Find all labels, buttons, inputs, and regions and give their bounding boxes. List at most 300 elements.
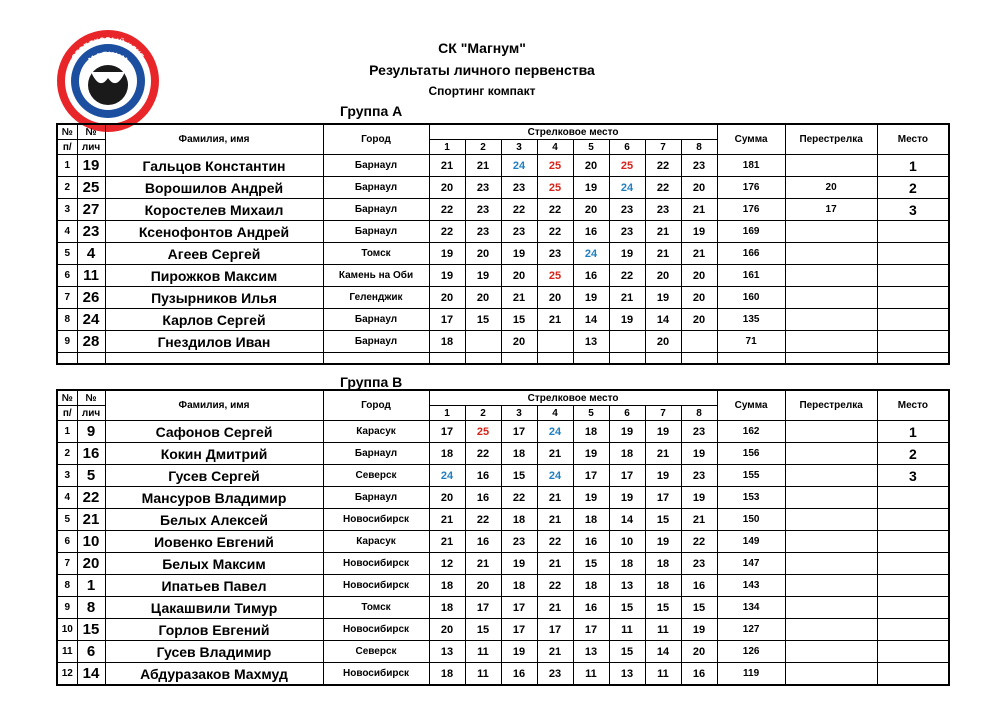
shootoff-score: [785, 421, 877, 443]
athlete-name: Сафонов Сергей: [105, 421, 323, 443]
score-sum: 162: [717, 421, 785, 443]
license-number: 10: [77, 531, 105, 553]
station-score: 13: [573, 331, 609, 353]
station-score: 20: [465, 287, 501, 309]
station-score: 22: [465, 509, 501, 531]
station-score: 23: [501, 531, 537, 553]
station-score: 21: [501, 287, 537, 309]
station-score: 16: [465, 465, 501, 487]
station-score: 15: [501, 465, 537, 487]
station-score: 23: [465, 177, 501, 199]
station-score: 18: [429, 597, 465, 619]
row-number: 9: [57, 597, 77, 619]
station-score: 20: [681, 287, 717, 309]
col-station-3: 3: [501, 406, 537, 421]
score-sum: 181: [717, 155, 785, 177]
station-score: 18: [645, 553, 681, 575]
shootoff-score: 20: [785, 177, 877, 199]
results-table-group-b: [56, 389, 950, 686]
station-score: 19: [609, 487, 645, 509]
station-score: 21: [537, 641, 573, 663]
station-score: 18: [429, 575, 465, 597]
athlete-city: Камень на Оби: [323, 265, 429, 287]
shootoff-score: 17: [785, 199, 877, 221]
shootoff-score: [785, 575, 877, 597]
station-score: 22: [465, 443, 501, 465]
shootoff-score: [785, 531, 877, 553]
shootoff-score: [785, 663, 877, 686]
final-place: [877, 243, 949, 265]
table-row: [57, 443, 949, 465]
document-subtitle: Результаты личного первенства: [369, 62, 595, 78]
score-sum: 71: [717, 331, 785, 353]
station-score: 11: [465, 663, 501, 686]
station-score: 17: [429, 421, 465, 443]
station-score: 21: [465, 553, 501, 575]
final-place: [877, 509, 949, 531]
station-score: 22: [645, 177, 681, 199]
station-score: 24: [573, 243, 609, 265]
station-score: 19: [573, 443, 609, 465]
table-row: [57, 509, 949, 531]
station-score: 22: [501, 199, 537, 221]
station-score: 20: [537, 287, 573, 309]
license-number: 9: [77, 421, 105, 443]
license-number: 11: [77, 265, 105, 287]
station-score: 19: [501, 641, 537, 663]
station-score: 15: [645, 509, 681, 531]
col-num2: №: [77, 390, 105, 406]
station-score: 21: [681, 509, 717, 531]
station-score: 23: [609, 221, 645, 243]
station-score: 16: [465, 487, 501, 509]
col-station-6: 6: [609, 140, 645, 155]
table-row: [57, 465, 949, 487]
station-score: 23: [537, 243, 573, 265]
station-score: 23: [465, 199, 501, 221]
station-score: 13: [573, 641, 609, 663]
license-number: 26: [77, 287, 105, 309]
row-number: 3: [57, 199, 77, 221]
shootoff-score: [785, 331, 877, 353]
station-score: 21: [537, 597, 573, 619]
col-station-2: 2: [465, 406, 501, 421]
final-place: [877, 265, 949, 287]
score-sum: 156: [717, 443, 785, 465]
shootoff-score: [785, 221, 877, 243]
final-place: [877, 487, 949, 509]
col-sum: Сумма: [717, 390, 785, 421]
station-score: 19: [465, 265, 501, 287]
group-b-label: Группа В: [340, 374, 403, 390]
results-table-group-a: [56, 123, 950, 365]
station-score: 19: [681, 619, 717, 641]
athlete-city: Барнаул: [323, 221, 429, 243]
station-score: 17: [501, 421, 537, 443]
table-row: [57, 619, 949, 641]
table-row: [57, 663, 949, 686]
shootoff-score: [785, 243, 877, 265]
station-score: [609, 331, 645, 353]
shootoff-score: [785, 265, 877, 287]
athlete-city: Новосибирск: [323, 509, 429, 531]
station-score: 18: [501, 443, 537, 465]
station-score: 14: [573, 309, 609, 331]
athlete-city: Геленджик: [323, 287, 429, 309]
license-number: 23: [77, 221, 105, 243]
final-place: 1: [877, 421, 949, 443]
station-score: 19: [429, 243, 465, 265]
score-sum: 169: [717, 221, 785, 243]
athlete-city: Барнаул: [323, 155, 429, 177]
final-place: [877, 641, 949, 663]
station-score: 16: [573, 221, 609, 243]
col-pp: п/: [57, 406, 77, 421]
athlete-name: Коростелев Михаил: [105, 199, 323, 221]
station-score: 22: [429, 221, 465, 243]
athlete-city: Барнаул: [323, 443, 429, 465]
station-score: 18: [501, 509, 537, 531]
station-score: 19: [681, 487, 717, 509]
station-score: 14: [645, 641, 681, 663]
score-sum: 155: [717, 465, 785, 487]
station-score: 21: [645, 443, 681, 465]
station-score: 11: [609, 619, 645, 641]
station-score: 19: [573, 487, 609, 509]
station-score: 19: [681, 221, 717, 243]
station-score: 23: [501, 221, 537, 243]
athlete-city: Северск: [323, 465, 429, 487]
station-score: 15: [609, 641, 645, 663]
station-score: 20: [573, 199, 609, 221]
athlete-city: Томск: [323, 243, 429, 265]
row-number: 1: [57, 421, 77, 443]
score-sum: 119: [717, 663, 785, 686]
station-score: 18: [645, 575, 681, 597]
athlete-name: Пузырников Илья: [105, 287, 323, 309]
station-score: 20: [681, 641, 717, 663]
athlete-city: Новосибирск: [323, 663, 429, 686]
license-number: 25: [77, 177, 105, 199]
table-row: [57, 487, 949, 509]
station-score: 19: [609, 309, 645, 331]
station-score: 22: [537, 531, 573, 553]
table-row: [57, 155, 949, 177]
col-station-5: 5: [573, 140, 609, 155]
athlete-city: Барнаул: [323, 331, 429, 353]
station-score: 20: [429, 177, 465, 199]
station-score: 19: [573, 177, 609, 199]
row-number: 6: [57, 531, 77, 553]
row-number: 11: [57, 641, 77, 663]
table-row: [57, 553, 949, 575]
final-place: [877, 287, 949, 309]
station-score: 20: [645, 265, 681, 287]
station-score: 23: [609, 199, 645, 221]
station-score: 19: [645, 465, 681, 487]
final-place: [877, 309, 949, 331]
shootoff-score: [785, 553, 877, 575]
col-station-8: 8: [681, 140, 717, 155]
station-score: 16: [465, 531, 501, 553]
shootoff-score: [785, 597, 877, 619]
station-score: 17: [501, 597, 537, 619]
station-score: 18: [429, 331, 465, 353]
col-station-2: 2: [465, 140, 501, 155]
logo-ring-text: СТРЕЛКОВЫЙ КЛУБ: [71, 36, 145, 62]
athlete-name: Гусев Сергей: [105, 465, 323, 487]
station-score: 20: [429, 619, 465, 641]
row-number: 2: [57, 443, 77, 465]
station-score: 20: [681, 177, 717, 199]
license-number: 22: [77, 487, 105, 509]
license-number: 20: [77, 553, 105, 575]
athlete-city: Новосибирск: [323, 553, 429, 575]
station-score: 22: [681, 531, 717, 553]
station-score: 23: [465, 221, 501, 243]
station-score: 22: [537, 575, 573, 597]
station-score: 18: [573, 575, 609, 597]
document-title: СК "Магнум": [438, 40, 526, 56]
station-score: 23: [681, 421, 717, 443]
row-number: 10: [57, 619, 77, 641]
station-score: 11: [573, 663, 609, 686]
row-number: 7: [57, 553, 77, 575]
shootoff-score: [785, 465, 877, 487]
station-score: 16: [681, 575, 717, 597]
station-score: 20: [465, 575, 501, 597]
col-station-5: 5: [573, 406, 609, 421]
table-row: [57, 421, 949, 443]
license-number: 16: [77, 443, 105, 465]
station-score: 21: [609, 287, 645, 309]
station-score: 14: [645, 309, 681, 331]
score-sum: 153: [717, 487, 785, 509]
station-score: 19: [573, 287, 609, 309]
athlete-city: Карасук: [323, 421, 429, 443]
station-score: 17: [609, 465, 645, 487]
col-num: №: [57, 390, 77, 406]
license-number: 4: [77, 243, 105, 265]
logo-name: МАГНУМ: [86, 49, 130, 66]
athlete-name: Белых Алексей: [105, 509, 323, 531]
col-station-7: 7: [645, 406, 681, 421]
table-row: [57, 177, 949, 199]
final-place: [877, 597, 949, 619]
athlete-name: Гусев Владимир: [105, 641, 323, 663]
license-number: 1: [77, 575, 105, 597]
group-a-label: Группа А: [340, 103, 403, 119]
license-number: 6: [77, 641, 105, 663]
score-sum: 134: [717, 597, 785, 619]
station-score: 22: [537, 221, 573, 243]
table-row: [57, 265, 949, 287]
station-score: 18: [501, 575, 537, 597]
table-row: [57, 309, 949, 331]
station-score: 15: [681, 597, 717, 619]
col-shootoff: Перестрелка: [785, 390, 877, 421]
station-score: 22: [501, 487, 537, 509]
col-name: Фамилия, имя: [105, 124, 323, 155]
license-number: 19: [77, 155, 105, 177]
station-score: 11: [465, 641, 501, 663]
station-score: 25: [537, 177, 573, 199]
athlete-name: Мансуров Владимир: [105, 487, 323, 509]
station-score: 22: [537, 199, 573, 221]
station-score: [465, 331, 501, 353]
final-place: 3: [877, 199, 949, 221]
station-score: 17: [429, 309, 465, 331]
station-score: 23: [681, 155, 717, 177]
station-score: 21: [537, 509, 573, 531]
station-score: 13: [609, 575, 645, 597]
row-number: 5: [57, 243, 77, 265]
athlete-name: Гнездилов Иван: [105, 331, 323, 353]
station-score: 15: [645, 597, 681, 619]
col-station-6: 6: [609, 406, 645, 421]
row-number: 4: [57, 221, 77, 243]
col-sum: Сумма: [717, 124, 785, 155]
shootoff-score: [785, 509, 877, 531]
station-score: 25: [609, 155, 645, 177]
athlete-city: Новосибирск: [323, 575, 429, 597]
final-place: [877, 553, 949, 575]
station-score: 22: [645, 155, 681, 177]
score-sum: 143: [717, 575, 785, 597]
col-pp: п/: [57, 140, 77, 155]
station-score: 13: [429, 641, 465, 663]
row-number: 6: [57, 265, 77, 287]
station-score: 19: [645, 287, 681, 309]
station-score: 18: [573, 509, 609, 531]
station-score: 21: [429, 509, 465, 531]
score-sum: 176: [717, 199, 785, 221]
final-place: [877, 663, 949, 686]
score-sum: 127: [717, 619, 785, 641]
station-score: 19: [609, 421, 645, 443]
final-place: [877, 575, 949, 597]
license-number: 27: [77, 199, 105, 221]
final-place: [877, 331, 949, 353]
station-score: 23: [681, 553, 717, 575]
station-score: 16: [501, 663, 537, 686]
station-score: 18: [609, 553, 645, 575]
station-score: 15: [465, 309, 501, 331]
station-score: 19: [645, 421, 681, 443]
shootoff-score: [785, 487, 877, 509]
station-score: 21: [645, 243, 681, 265]
score-sum: 126: [717, 641, 785, 663]
station-score: 18: [573, 421, 609, 443]
station-score: 19: [501, 243, 537, 265]
station-score: 23: [645, 199, 681, 221]
station-score: 17: [537, 619, 573, 641]
station-score: 18: [429, 663, 465, 686]
shootoff-score: [785, 155, 877, 177]
row-number: 3: [57, 465, 77, 487]
table-row: [57, 287, 949, 309]
station-score: 14: [609, 509, 645, 531]
empty-row: [57, 353, 949, 365]
station-score: 16: [573, 597, 609, 619]
station-score: 17: [501, 619, 537, 641]
row-number: 1: [57, 155, 77, 177]
col-station-4: 4: [537, 140, 573, 155]
station-score: 18: [429, 443, 465, 465]
station-score: 20: [465, 243, 501, 265]
col-num: №: [57, 124, 77, 140]
score-sum: 176: [717, 177, 785, 199]
shootoff-score: [785, 287, 877, 309]
col-station-1: 1: [429, 406, 465, 421]
station-score: 23: [537, 663, 573, 686]
row-number: 7: [57, 287, 77, 309]
station-score: 21: [537, 487, 573, 509]
row-number: 4: [57, 487, 77, 509]
station-score: 17: [465, 597, 501, 619]
station-score: 19: [501, 553, 537, 575]
station-score: 17: [573, 465, 609, 487]
station-score: 13: [609, 663, 645, 686]
station-score: 25: [465, 421, 501, 443]
station-score: 21: [429, 531, 465, 553]
table-row: [57, 199, 949, 221]
station-score: 16: [573, 265, 609, 287]
score-sum: 150: [717, 509, 785, 531]
discipline-title: Спортинг компакт: [428, 84, 536, 98]
athlete-name: Ворошилов Андрей: [105, 177, 323, 199]
station-score: 21: [537, 443, 573, 465]
station-score: 19: [429, 265, 465, 287]
station-score: 17: [573, 619, 609, 641]
station-score: 17: [645, 487, 681, 509]
athlete-name: Белых Максим: [105, 553, 323, 575]
station-score: 21: [537, 553, 573, 575]
athlete-name: Карлов Сергей: [105, 309, 323, 331]
col-station-1: 1: [429, 140, 465, 155]
col-name: Фамилия, имя: [105, 390, 323, 421]
score-sum: 147: [717, 553, 785, 575]
station-score: 21: [429, 155, 465, 177]
athlete-city: Барнаул: [323, 487, 429, 509]
score-sum: 166: [717, 243, 785, 265]
station-score: 21: [681, 243, 717, 265]
license-number: 21: [77, 509, 105, 531]
table-row: [57, 221, 949, 243]
athlete-name: Кокин Дмитрий: [105, 443, 323, 465]
station-score: 21: [681, 199, 717, 221]
table-row: [57, 243, 949, 265]
station-score: 20: [429, 487, 465, 509]
final-place: [877, 531, 949, 553]
station-score: 20: [573, 155, 609, 177]
station-score: 15: [501, 309, 537, 331]
athlete-city: Барнаул: [323, 309, 429, 331]
row-number: 5: [57, 509, 77, 531]
station-score: 20: [501, 265, 537, 287]
station-score: 19: [681, 443, 717, 465]
score-sum: 149: [717, 531, 785, 553]
license-number: 5: [77, 465, 105, 487]
score-sum: 161: [717, 265, 785, 287]
athlete-name: Цакашвили Тимур: [105, 597, 323, 619]
station-score: 19: [645, 531, 681, 553]
station-score: 12: [429, 553, 465, 575]
col-stations: Стрелковое место: [429, 124, 717, 140]
row-number: 2: [57, 177, 77, 199]
final-place: 2: [877, 177, 949, 199]
row-number: 8: [57, 309, 77, 331]
